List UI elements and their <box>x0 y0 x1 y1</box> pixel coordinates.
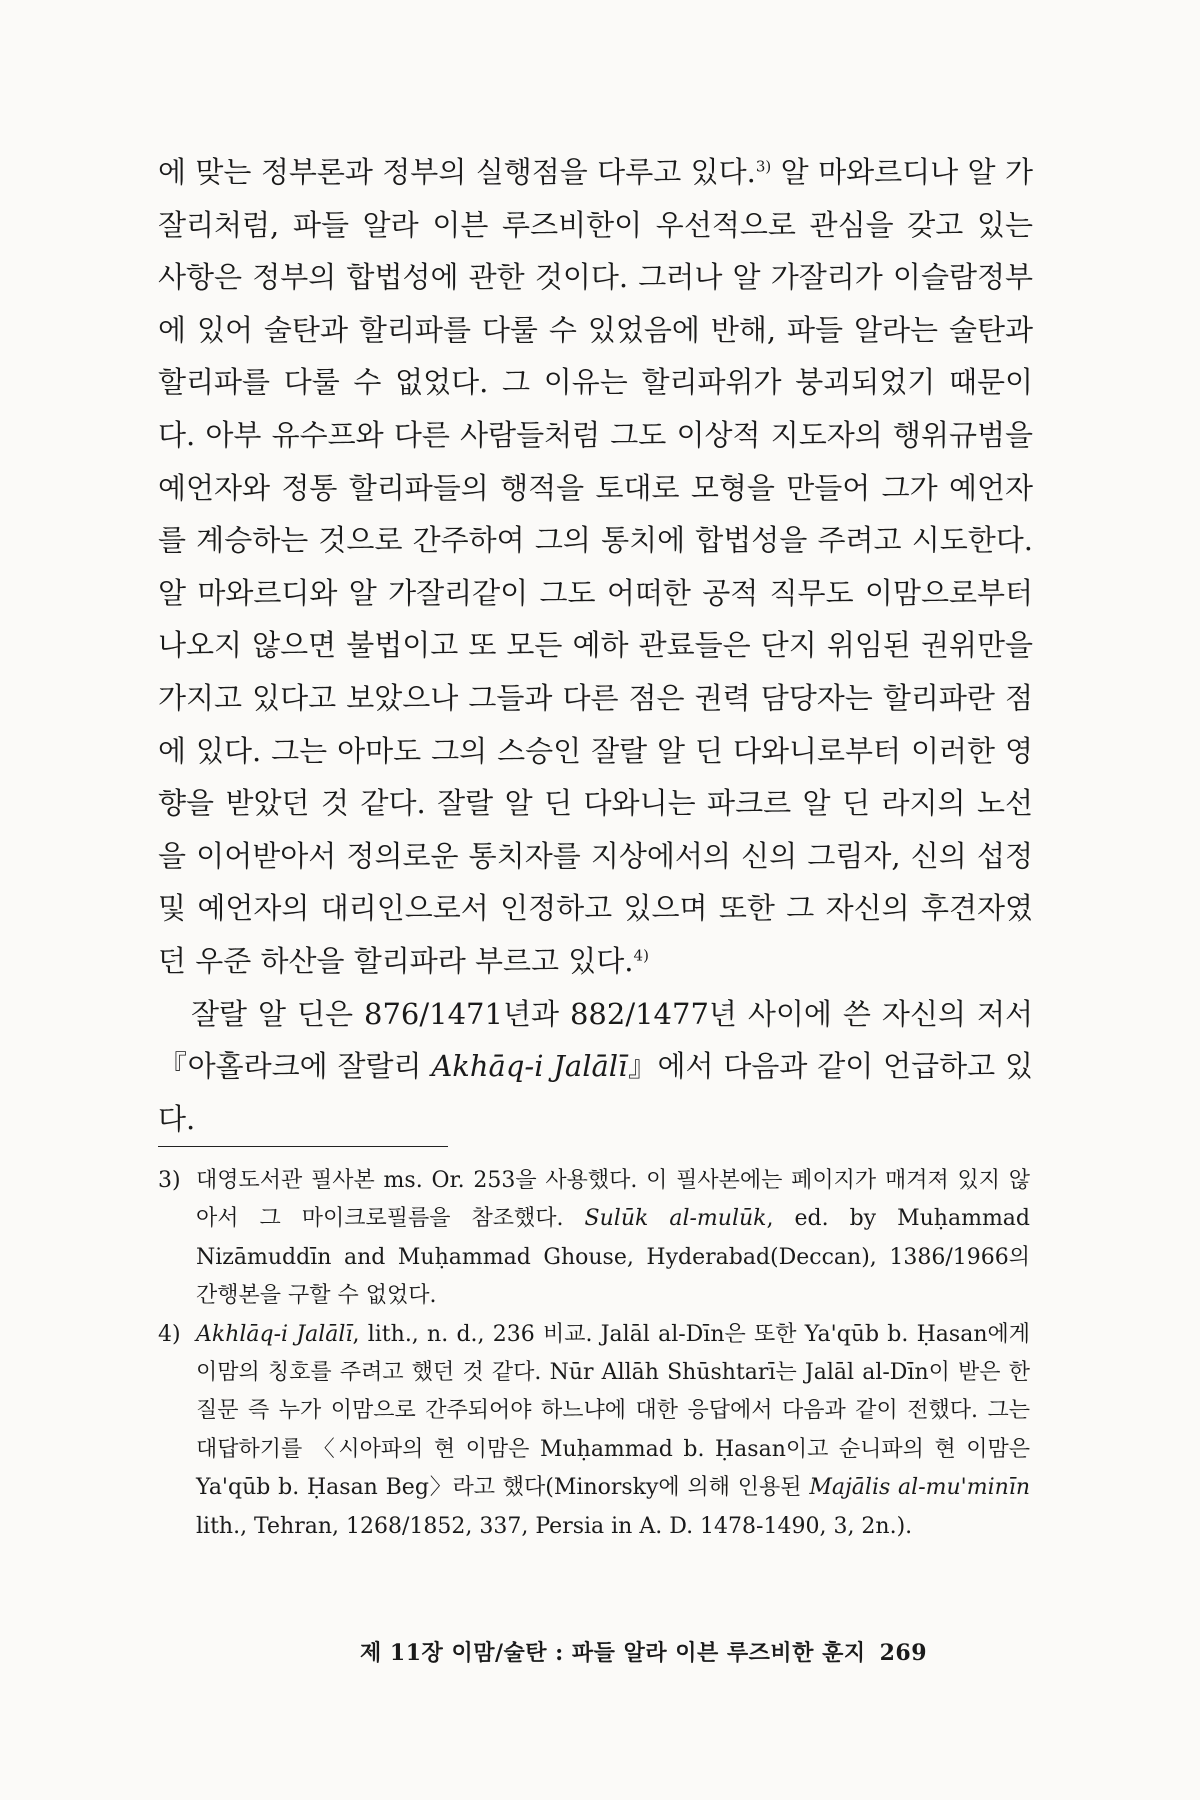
footnote-3 <box>158 1162 1030 1316</box>
main-text <box>158 146 1033 1145</box>
running-footer <box>360 1636 960 1667</box>
footnote-4 <box>158 1316 1030 1546</box>
paragraph-2-text-a: 잘랄 알 딘은 876/1471년과 882/1477년 사이에 쓴 자신의 저서 『아홀라크에 잘랄리 <box>158 996 1033 1084</box>
book-title-akhlaq: Akhāq-i Jalālī <box>431 1049 628 1084</box>
paragraph-1 <box>158 146 1033 988</box>
page-number: 269 <box>879 1640 928 1666</box>
footnote-text-b: , ed. by Muḥammad Nizāmuddīn and Muḥammad Ghouse, Hyderabad(Deccan), 1386/1966의 간행본을 구할 수 없었다. <box>196 1206 1031 1309</box>
footnote-title-2: Majālis al-mu'minīn <box>809 1475 1030 1501</box>
paragraph-2 <box>158 988 1033 1146</box>
paragraph-1-continuation: 알 마와르디나 알 가잘리처럼, 파들 알라 이븐 루즈비한이 우선적으로 관심을 갖고 있는 사항은 정부의 합법성에 관한 것이다. 그러나 알 가잘리가 이슬람정부에 있어 술탄과 할리파를 다룰 수 있었음에 반해, 파들 알라는 술탄과 할리파를 다룰 수 없었다. 그 이유는 할리파위가 붕괴되었기 때문이다. 아부 유수프와 다른 사람들처럼 그도 이상적 지도자의 행위규범을 예언자와 정통 할리파들의 행적을 토대로 모형을 만들어 그가 예언자를 계승하는 것으로 간주하여 그의 통치에 합법성을 주려고 시도한다. 알 마와르디와 알 가잘리같이 그도 어떠한 공적 직무도 이맘으로부터 나오지 않으면 불법이고 또 모든 예하 관료들은 단지 위임된 권위만을 가지고 있다고 보았으나 그들과 다른 점은 권력 담당자는 할리파란 점에 있다. 그는 아마도 그의 스승인 잘랄 알 딘 다와니로부터 이러한 영향을 받았던 것 같다. 잘랄 알 딘 다와니는 파크르 알 딘 라지의 노선을 이어받아서 정의로운 통치자를 지상에서의 신의 그림자, 신의 섭정 및 예언자의 대리인으로서 인정하고 있으며 또한 그 자신의 후견자였던 우준 하산을 할리파라 부르고 있다. <box>158 155 1033 978</box>
footnote-text-b: lith., Tehran, 1268/1852, 337, Persia in A. D. 1478-1490, 3, 2n.). <box>196 1513 913 1539</box>
footnote-number: 3) <box>158 1168 181 1193</box>
footnotes <box>158 1162 1030 1546</box>
paragraph-1-text: 에 맞는 정부론과 정부의 실행점을 다루고 있다. <box>158 155 756 189</box>
footnote-title: Sulūk al-mulūk <box>584 1206 767 1232</box>
footnote-ref-4: 4) <box>633 946 649 965</box>
running-title: 제 11장 이맘/술탄 : 파들 알라 이븐 루즈비한 훈지 <box>360 1640 866 1666</box>
footnote-ref-3: 3) <box>755 157 772 176</box>
footnote-text <box>196 1316 1030 1546</box>
footnote-divider <box>158 1146 448 1147</box>
footnote-text-a: 대영도서관 필사본 ms. Or. 253을 사용했다. 이 필사본에는 페이지가 매겨져 있지 않아서 그 마이크로필름을 참조했다. <box>196 1168 1030 1232</box>
paragraph-2-text-b: 』에서 다음과 같이 언급하고 있다. <box>158 1049 1033 1136</box>
footnote-number: 4) <box>158 1321 181 1347</box>
footnote-title: Akhlāq-i Jalālī <box>196 1321 353 1347</box>
footnote-text-a: , lith., n. d., 236 비교. Jalāl al-Dīn은 또한 Ya'qūb b. Ḥasan에게 이맘의 칭호를 주려고 했던 것 같다. Nūr Allāh Shūshtarī는 Jalāl al-Dīn이 받은 한 질문 즉 누가 이맘으로 간주되어야 하느냐에 대한 응답에서 다음과 같이 전했다. 그는 대답하기를 〈시아파의 현 이맘은 Muḥammad b. Ḥasan이고 순니파의 현 이맘은 Ya'qūb b. Ḥasan Beg〉라고 했다(Minorsky에 의해 인용된 <box>196 1321 1030 1501</box>
footnote-text <box>196 1162 1030 1316</box>
